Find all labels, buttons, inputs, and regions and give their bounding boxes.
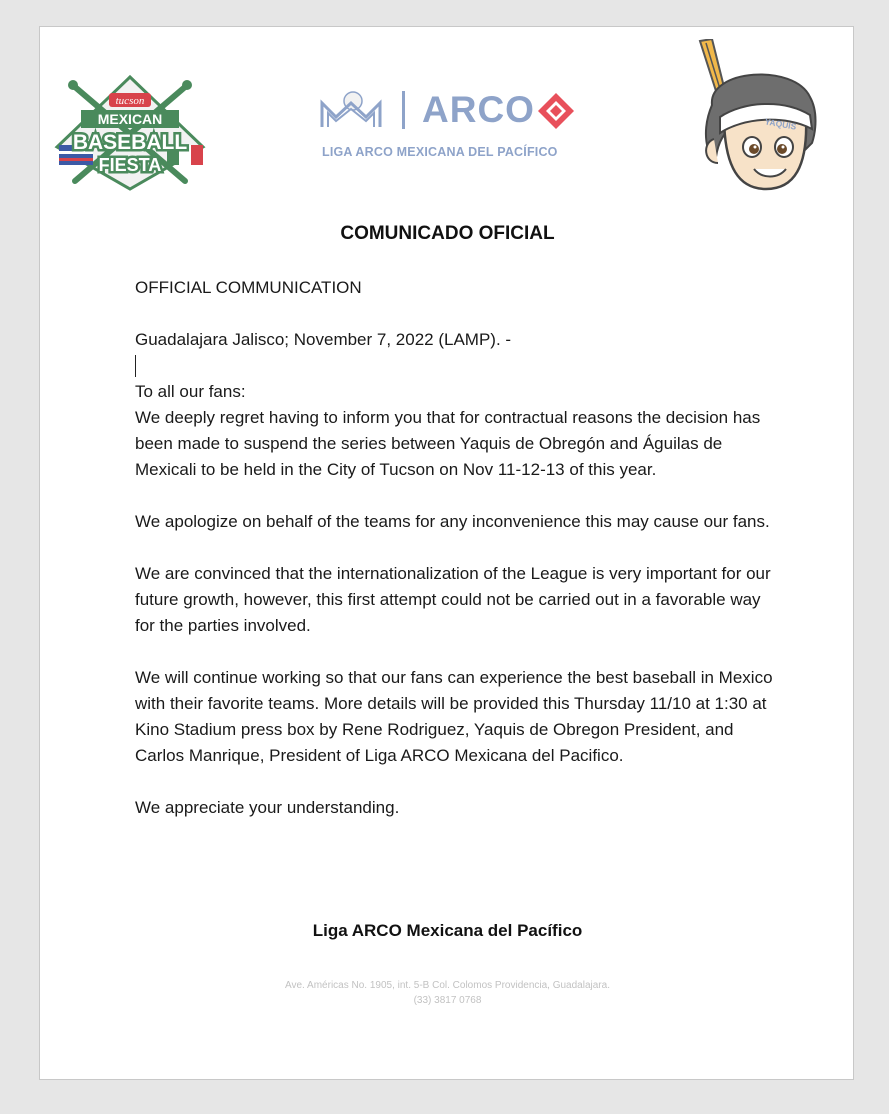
page-title: COMUNICADO OFICIAL <box>340 223 555 244</box>
spacer <box>135 639 775 665</box>
footer-address <box>40 978 855 1008</box>
paragraph-1: We deeply regret having to inform you that for contractual reasons the decision has been made to suspend the series between Yaquis de Obregón and Águilas de Mexicali to be held in the City of Tucson on Nov 11-12-13 of this year. <box>135 408 761 479</box>
lmp-emblem-icon <box>320 91 382 131</box>
logo-separator <box>402 91 405 129</box>
spacer <box>135 301 775 327</box>
greeting: To all our fans: <box>135 382 246 401</box>
subheading: OFFICIAL COMMUNICATION <box>135 278 362 297</box>
arco-wordmark: ARCO <box>422 89 535 130</box>
document-page <box>39 26 854 1080</box>
yaquis-headband-text: YAQUIS <box>763 116 798 132</box>
letter-body[interactable] <box>135 275 775 821</box>
paragraph-4: We will continue working so that our fans can experience the best baseball in Mexico with their favorite teams. More details will be provided this Thursday 11/10 at 1:30 at Kino Stadium press box by Rene Rodriguez, Yaquis de Obregon President, and Carlos Manrique, President of Liga ARCO Mexicana del Pacifico. <box>135 668 773 765</box>
spacer <box>135 769 775 795</box>
arco-diamond-icon <box>538 93 574 129</box>
arco-brand-row <box>320 87 580 137</box>
paragraph-2: We apologize on behalf of the teams for any inconvenience this may cause our fans. <box>135 512 770 531</box>
text-cursor <box>135 355 136 377</box>
phone-line: (33) 3817 0768 <box>413 995 482 1006</box>
paragraph-5: We appreciate your understanding. <box>135 798 400 817</box>
mexican-word: MEXICAN <box>97 111 163 127</box>
dateline: Guadalajara Jalisco; November 7, 2022 (LAMP). - <box>135 330 512 349</box>
league-name-caption: LIGA ARCO MEXICANA DEL PACÍFICO <box>322 145 558 159</box>
yaquis-mascot-icon <box>694 39 822 197</box>
signature: Liga ARCO Mexicana del Pacífico <box>312 921 583 940</box>
address-line: Ave. Américas No. 1905, int. 5-B Col. Colomos Providencia, Guadalajara. <box>285 980 610 991</box>
tucson-script: tucson <box>115 95 145 107</box>
spacer <box>135 535 775 561</box>
liga-arco-logo <box>320 87 580 167</box>
mexican-baseball-fiesta-logo <box>53 73 207 191</box>
fiesta-word: FIESTA <box>98 155 162 175</box>
baseball-fiesta-emblem <box>53 73 207 191</box>
baseball-word: BASEBALL <box>72 131 188 154</box>
yaquis-mascot-logo <box>694 39 822 197</box>
paragraph-3: We are convinced that the internationalization of the League is very important for our future growth, however, this first attempt could not be carried out in a favorable way for the parties involved. <box>135 564 771 635</box>
spacer <box>135 483 775 509</box>
